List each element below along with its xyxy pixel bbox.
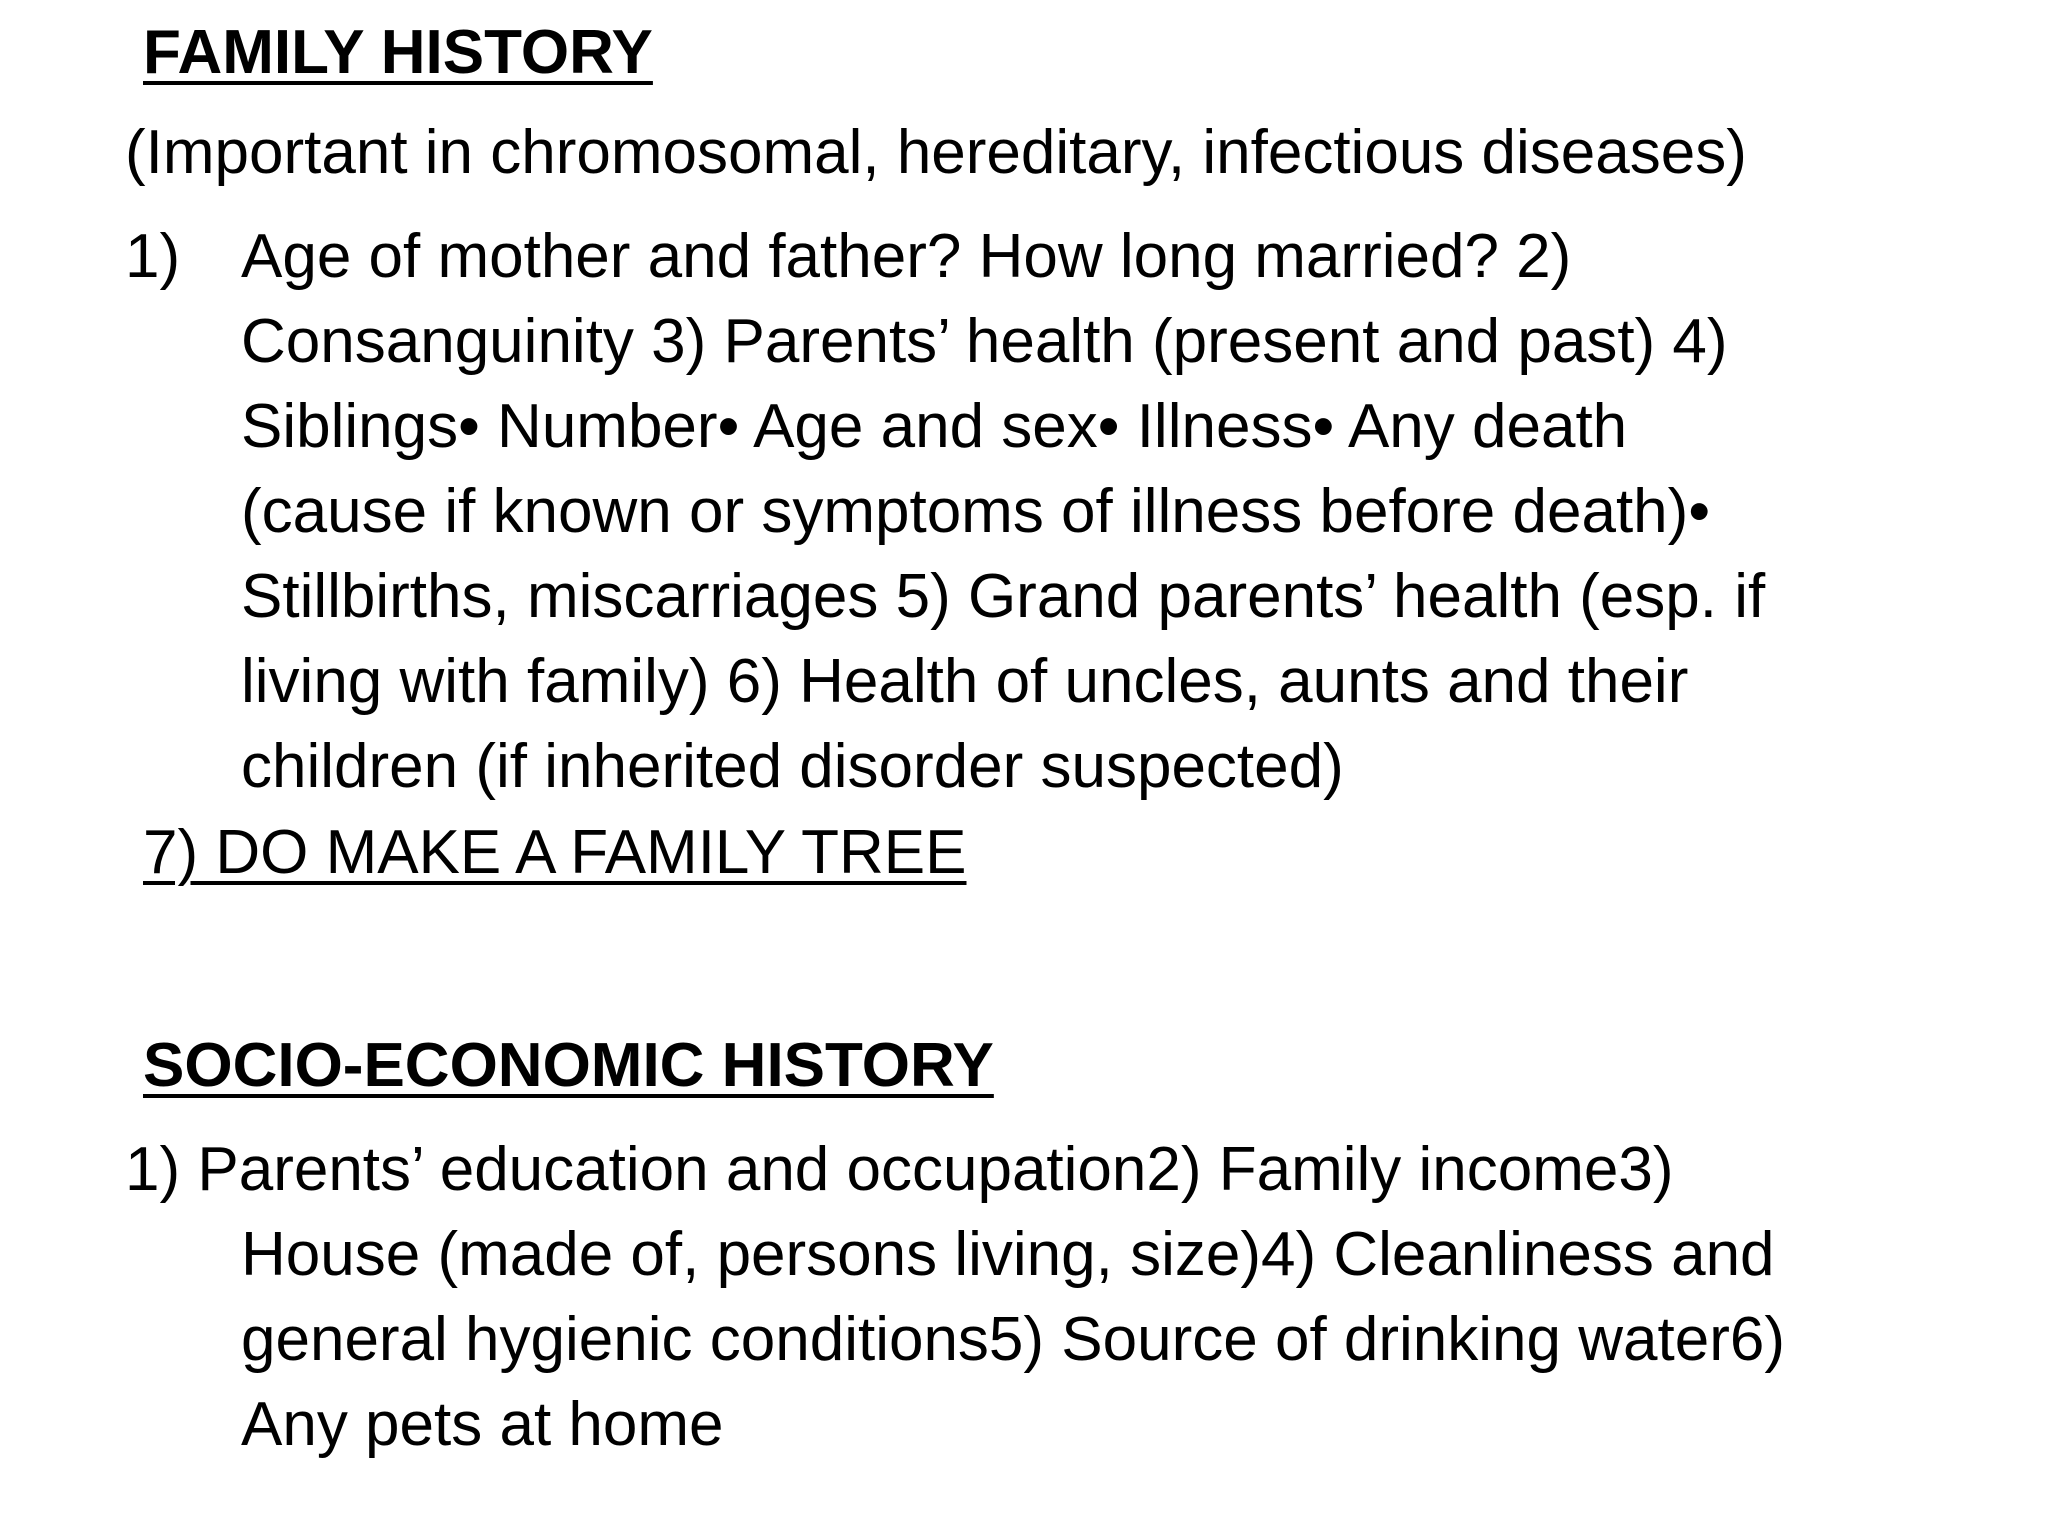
list-line: House (made of, persons living, size)4) Cleanliness and <box>241 1220 1775 1289</box>
list-line: Siblings• Number• Age and sex• Illness• Any death <box>241 392 1628 461</box>
list-line: Any pets at home <box>241 1390 724 1459</box>
family-history-subtitle: (Important in chromosomal, hereditary, infectious diseases) <box>125 118 1747 187</box>
list-line: Stillbirths, miscarriages 5) Grand parents’ health (esp. if <box>241 562 1766 631</box>
socio-economic-history-heading: SOCIO-ECONOMIC HISTORY <box>143 1031 994 1100</box>
family-history-list <box>125 214 2025 809</box>
list-line: 1) Parents’ education and occupation2) Family income3) <box>125 1135 1674 1204</box>
list-line: children (if inherited disorder suspected) <box>241 732 1344 801</box>
list-line: general hygienic conditions5) Source of drinking water6) <box>241 1305 1785 1374</box>
family-history-heading: FAMILY HISTORY <box>143 18 653 87</box>
family-tree-note: 7) DO MAKE A FAMILY TREE <box>143 818 967 887</box>
list-item-body <box>241 214 2025 809</box>
list-line: (cause if known or symptoms of illness before death)• <box>241 477 1711 546</box>
list-item-body <box>241 1212 2025 1467</box>
list-line: living with family) 6) Health of uncles, aunts and their <box>241 647 1689 716</box>
socio-economic-history-list <box>125 1127 2025 1467</box>
list-line: Consanguinity 3) Parents’ health (present and past) 4) <box>241 307 1728 376</box>
list-line: Age of mother and father? How long married? 2) <box>241 222 1572 291</box>
list-item-number: 1) <box>125 222 181 291</box>
